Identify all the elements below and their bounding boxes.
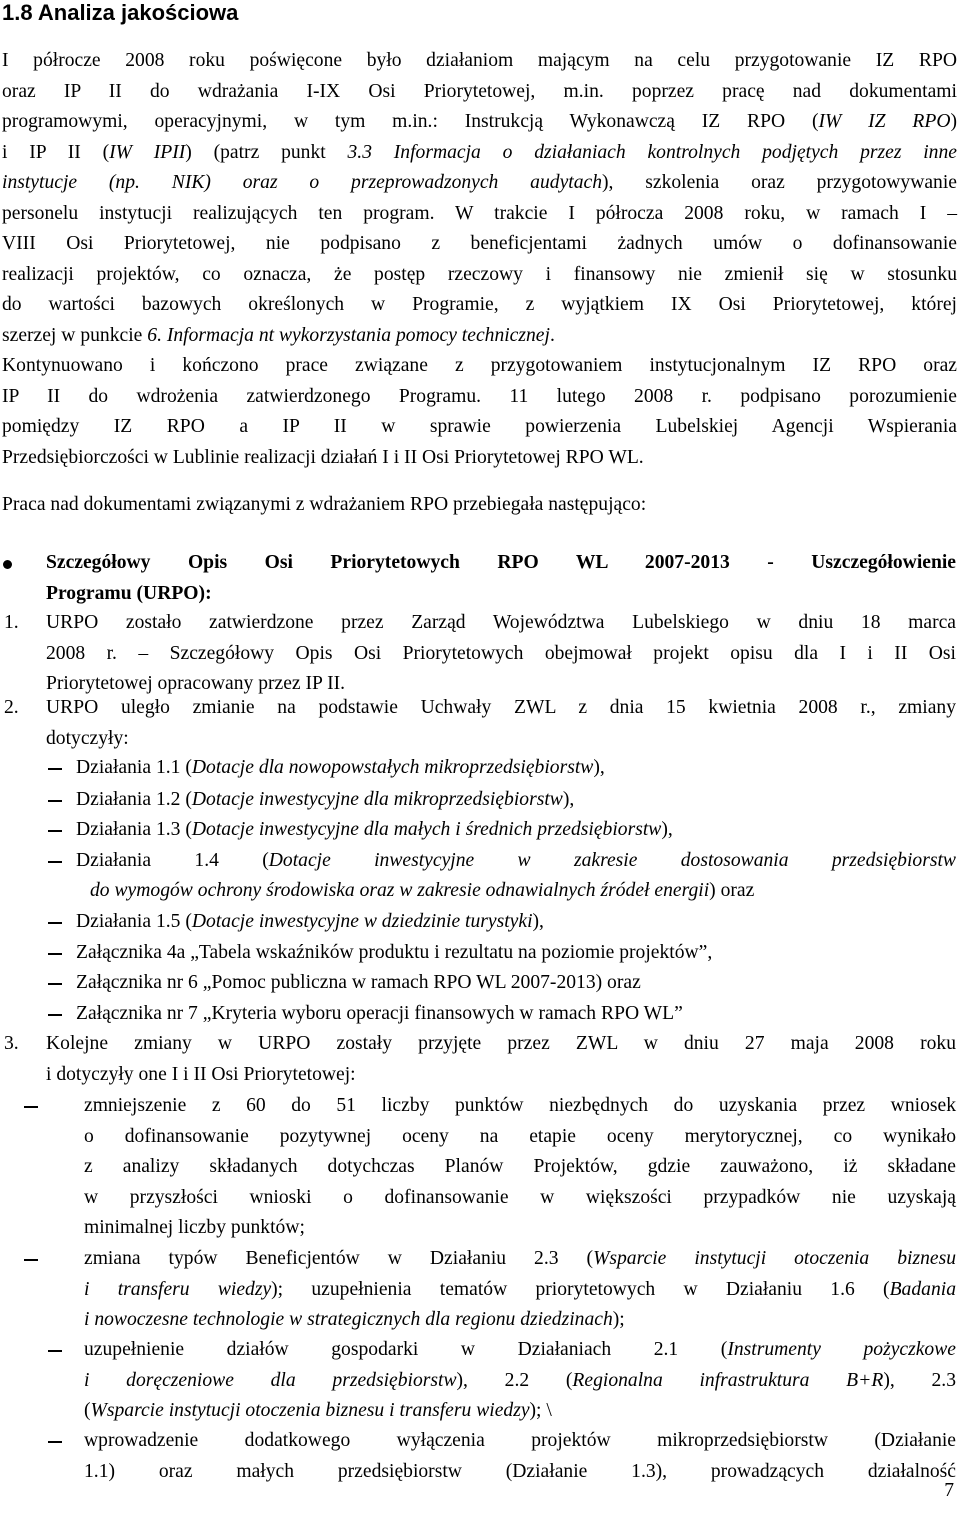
text-line: instytucje (np. NIK) oraz o przeprowadzonych audytach), szkolenia oraz przygotowywanie	[2, 172, 957, 193]
text-line: I półrocze 2008 roku poświęcone było działaniom mającym na celu przygotowanie IZ RPO	[2, 50, 957, 71]
list-item-economy-sections	[84, 1335, 956, 1427]
text-line: 1.1) oraz małych przedsiębiorstw (Działanie 1.3), prowadzących działalność	[84, 1460, 956, 1482]
text-line: dotyczyły:	[46, 727, 129, 749]
text-line: Przedsiębiorczości w Lublinie realizacji działań I i II Osi Priorytetowej RPO WL.	[2, 446, 644, 468]
item-number: 2.	[4, 697, 19, 718]
text-line: (Wsparcie instytucji otoczenia biznesu i transferu wiedzy); \	[84, 1400, 552, 1421]
text-line: URPO zostało zatwierdzone przez Zarząd Województwa Lubelskiego w dniu 18 marca	[46, 612, 956, 633]
list-item-beneficiaries	[84, 1244, 956, 1336]
text-line: uzupełnienie działów gospodarki w Działaniach 2.1 (Instrumenty pożyczkowe	[84, 1339, 956, 1360]
text-line: personelu instytucji realizujących ten program. W trakcie I półrocza 2008 roku, w ramach I –	[2, 202, 957, 224]
list-item-exclusion	[84, 1426, 956, 1487]
list-item-continuation: do wymogów ochrony środowiska oraz w zakresie odnawialnych źródeł energii) oraz	[90, 880, 755, 901]
list-item: Działania 1.4 (Dotacje inwestycyjne w zakresie dostosowania przedsiębiorstw	[76, 850, 956, 871]
page-number: 7	[944, 1480, 954, 1501]
text-line: zmniejszenie z 60 do 51 liczby punktów niezbędnych do uzyskania przez wniosek	[84, 1095, 956, 1116]
section-heading: 1.8 Analiza jakościowa	[2, 0, 239, 25]
dash-icon	[48, 983, 62, 985]
dash-icon	[48, 768, 62, 770]
text-line: z analizy składanych dotychczas Planów Projektów, gdzie zauważono, iż składane	[84, 1156, 956, 1177]
text-line: Praca nad dokumentami związanymi z wdrażaniem RPO przebiegała następująco:	[2, 494, 647, 515]
text-line: pomiędzy IZ RPO a IP II w sprawie powierzenia Lubelskiej Agencji Wspierania	[2, 416, 957, 437]
dash-icon	[24, 1259, 38, 1261]
item-number: 1.	[4, 612, 19, 633]
text-line: zmiana typów Beneficjentów w Działaniu 2.3 (Wsparcie instytucji otoczenia biznesu	[84, 1248, 956, 1269]
paragraph-intro	[2, 46, 957, 351]
text-line: do wartości bazowych określonych w Programie, z wyjątkiem IX Osi Priorytetowej, której	[2, 294, 957, 315]
dash-icon	[48, 861, 62, 863]
dash-icon	[48, 830, 62, 832]
text-line: o dofinansowanie pozytywnej oceny na etapie oceny merytorycznej, co wynikało	[84, 1125, 956, 1147]
list-item: Załącznika nr 7 „Kryteria wyboru operacji finansowych w ramach RPO WL”	[76, 1003, 683, 1024]
text-line: Kolejne zmiany w URPO zostały przyjęte przez ZWL w dniu 27 maja 2008 roku	[46, 1033, 956, 1054]
dash-icon	[48, 953, 62, 955]
dash-icon	[48, 800, 62, 802]
text-line: URPO uległo zmianie na podstawie Uchwały ZWL z dnia 15 kwietnia 2008 r., zmiany	[46, 697, 956, 718]
list-item-score-reduction	[84, 1091, 956, 1244]
list-item: Działania 1.5 (Dotacje inwestycyjne w dziedzinie turystyki),	[76, 911, 544, 932]
list-item: Działania 1.2 (Dotacje inwestycyjne dla mikroprzedsiębiorstw),	[76, 789, 575, 810]
text-line: w przyszłości wnioski o dofinansowanie w większości przypadków nie uzyskają	[84, 1186, 956, 1208]
text-line: oraz IP II do wdrażania I-IX Osi Priorytetowej, m.in. poprzez pracę nad dokumentami	[2, 80, 957, 102]
list-item: Działania 1.3 (Dotacje inwestycyjne dla małych i średnich przedsiębiorstw),	[76, 819, 673, 840]
bullet-text: Szczegółowy Opis Osi Priorytetowych RPO WL 2007-2013 - Uszczegółowienie	[46, 552, 956, 573]
text-line: IP II do wdrożenia zatwierdzonego Programu. 11 lutego 2008 r. podpisano porozumienie	[2, 385, 957, 407]
list-item: Załącznika 4a „Tabela wskaźników produktu i rezultatu na poziomie projektów”,	[76, 942, 713, 963]
text-line: szerzej w punkcie 6. Informacja nt wykorzystania pomocy technicznej.	[2, 324, 555, 346]
paragraph-institutional	[2, 351, 957, 473]
bullet-icon	[3, 560, 12, 569]
paragraph-documents-intro	[2, 490, 957, 521]
text-line: i transferu wiedzy); uzupełnienia tematów priorytetowych w Działaniu 1.6 (Badania	[84, 1278, 956, 1300]
text-line: i nowoczesne technologie w strategicznych dla regionu dziedzinach);	[84, 1309, 625, 1330]
text-line: minimalnej liczby punktów;	[84, 1217, 305, 1238]
text-line: realizacji projektów, co oznacza, że postęp rzeczowy i finansowy nie zmienił się w stosunku	[2, 263, 957, 285]
text-line: Priorytetowej opracowany przez IP II.	[46, 673, 346, 694]
text-line: programowymi, operacyjnymi, w tym m.in.: Instrukcją Wykonawczą IZ RPO (IW IZ RPO)	[2, 111, 957, 132]
list-item: Działania 1.1 (Dotacje dla nowopowstałych mikroprzedsiębiorstw),	[76, 757, 605, 778]
item-number: 3.	[4, 1033, 19, 1054]
text-line: i IP II (IW IPII) (patrz punkt 3.3 Informacja o działaniach kontrolnych podjętych przez inne	[2, 141, 957, 163]
text-line: i dotyczyły one I i II Osi Priorytetowej:	[46, 1063, 356, 1085]
text-line: VIII Osi Priorytetowej, nie podpisano z beneficjentami żadnych umów o dofinansowanie	[2, 233, 957, 254]
bullet-text: Programu (URPO):	[46, 582, 212, 604]
dash-icon	[48, 1014, 62, 1016]
dash-icon	[24, 1106, 38, 1108]
text-line: Kontynuowano i kończono prace związane z przygotowaniem instytucjonalnym IZ RPO oraz	[2, 355, 957, 376]
text-line: wprowadzenie dodatkowego wyłączenia projektów mikroprzedsiębiorstw (Działanie	[84, 1430, 956, 1451]
text-line: i doręczeniowe dla przedsiębiorstw), 2.2 (Regionalna infrastruktura B+R), 2.3	[84, 1369, 956, 1391]
text-line: 2008 r. – Szczegółowy Opis Osi Priorytetowych obejmował projekt opisu dla I i II Osi	[46, 642, 956, 664]
dash-icon	[48, 1350, 62, 1352]
dash-icon	[48, 1441, 62, 1443]
dash-icon	[48, 922, 62, 924]
list-item: Załącznika nr 6 „Pomoc publiczna w ramach RPO WL 2007-2013) oraz	[76, 972, 641, 993]
